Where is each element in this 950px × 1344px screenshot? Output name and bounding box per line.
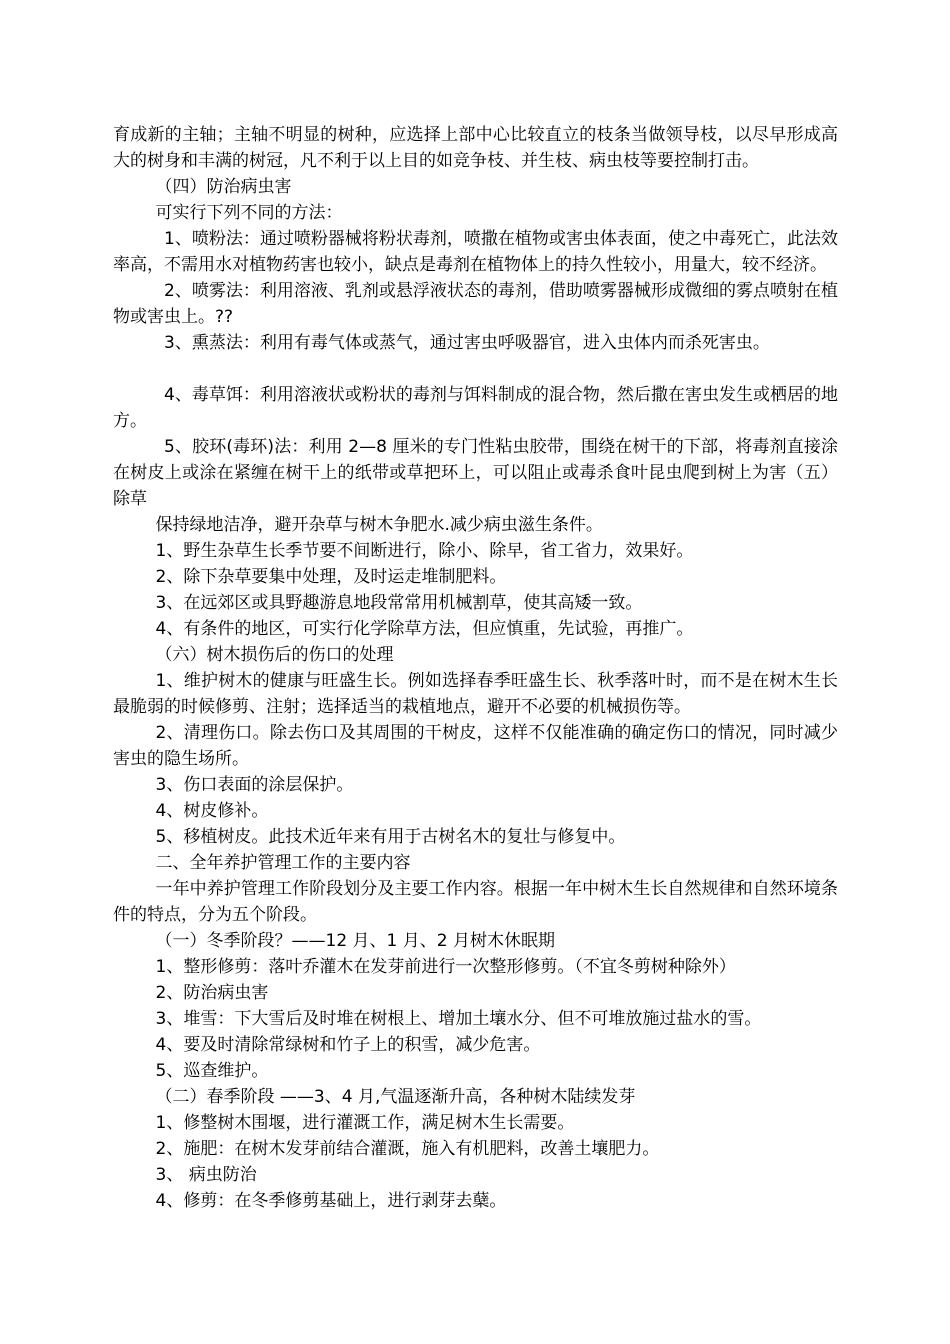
section-heading-winter: （一）冬季阶段？——12 月、1 月、2 月树木休眠期 — [155, 931, 555, 951]
section-heading-wound-treatment: （六）树木损伤后的伤口的处理 — [155, 645, 394, 665]
list-item: 2、施肥：在树木发芽前结合灌溉，施入有机肥料，改善土壤肥力。 — [155, 1139, 660, 1159]
list-item: 1、维护树木的健康与旺盛生长。例如选择春季旺盛生长、秋季落叶时，而不是在树木生长最脆弱的时候修剪、注射；选择适当的栽植地点，避开不必要的机械损伤等。 — [113, 671, 838, 717]
list-item: 4、修剪：在冬季修剪基础上，进行剥芽去蘖。 — [155, 1191, 507, 1211]
paragraph: 育成新的主轴；主轴不明显的树种，应选择上部中心比较直立的枝条当做领导枝，以尽早形成高大的树身和丰满的树冠，凡不利于以上目的如竞争枝、并生枝、病虫枝等要控制打击。 — [113, 125, 838, 171]
section-heading-spring: （二）春季阶段 ——3、4 月,气温逐渐升高，各种树木陆续发芽 — [155, 1087, 636, 1107]
list-item: 2、喷雾法：利用溶液、乳剂或悬浮液状态的毒剂，借助喷雾器械形成微细的雾点喷射在植物或害虫上。?? — [113, 281, 838, 327]
list-item: 3、 病虫防治 — [155, 1165, 257, 1185]
list-item: 1、喷粉法：通过喷粉器械将粉状毒剂，喷撒在植物或害虫体表面，使之中毒死亡，此法效率高，不需用水对植物药害也较小，缺点是毒剂在植物体上的持久性较小，用量大，较不经济。 — [113, 229, 838, 275]
list-item: 5、巡查维护。 — [155, 1061, 269, 1081]
list-item: 4、要及时清除常绿树和竹子上的积雪，减少危害。 — [155, 1035, 541, 1055]
list-item: 2、清理伤口。除去伤口及其周围的干树皮，这样不仅能准确的确定伤口的情况，同时减少害虫的隐生场所。 — [113, 723, 838, 769]
list-item: 3、在远郊区或具野趣游息地段常常用机械割草，使其高矮一致。 — [155, 593, 643, 613]
list-item: 1、野生杂草生长季节要不间断进行，除小、除早，省工省力，效果好。 — [155, 541, 694, 561]
list-item: 3、堆雪：下大雪后及时堆在树根上、增加土壤水分、但不可堆放施过盐水的雪。 — [155, 1009, 762, 1029]
list-item: 4、树皮修补。 — [155, 801, 269, 821]
list-item: 2、除下杂草要集中处理，及时运走堆制肥料。 — [155, 567, 507, 587]
list-item: 2、防治病虫害 — [155, 983, 269, 1003]
paragraph: 一年中养护管理工作阶段划分及主要工作内容。根据一年中树木生长自然规律和自然环境条件的特点，分为五个阶段。 — [113, 879, 838, 925]
list-item: 4、毒草饵：利用溶液状或粉状的毒剂与饵料制成的混合物，然后撒在害虫发生或栖居的地方。 — [113, 385, 838, 431]
list-item: 3、熏蒸法：利用有毒气体或蒸气，通过害虫呼吸器官，进入虫体内而杀死害虫。 — [164, 333, 770, 353]
list-item: 3、伤口表面的涂层保护。 — [155, 775, 354, 795]
list-item: 5、移植树皮。此技术近年来有用于古树名木的复壮与修复中。 — [155, 827, 626, 847]
list-item: 1、修整树木围堰，进行灌溉工作，满足树木生长需要。 — [155, 1113, 575, 1133]
list-item: 1、整形修剪：落叶乔灌木在发芽前进行一次整形修剪。（不宜冬剪树种除外） — [155, 957, 736, 977]
document-body — [113, 122, 838, 1214]
list-item: 5、胶环(毒环)法：利用 2—8 厘米的专门性粘虫胶带，围绕在树干的下部，将毒剂直接涂在树皮上或涂在紧缠在树干上的纸带或草把环上，可以阻止或毒杀食叶昆虫爬到树上为害（五）除草 — [113, 437, 838, 509]
section-heading-annual-maintenance: 二、全年养护管理工作的主要内容 — [155, 853, 411, 873]
blank-line — [113, 356, 838, 382]
paragraph: 保持绿地洁净，避开杂草与树木争肥水.减少病虫滋生条件。 — [155, 515, 603, 535]
section-heading-pest-control: （四）防治病虫害 — [155, 177, 292, 197]
paragraph: 可实行下列不同的方法： — [155, 203, 343, 223]
list-item: 4、有条件的地区，可实行化学除草方法，但应慎重，先试验，再推广。 — [155, 619, 694, 639]
